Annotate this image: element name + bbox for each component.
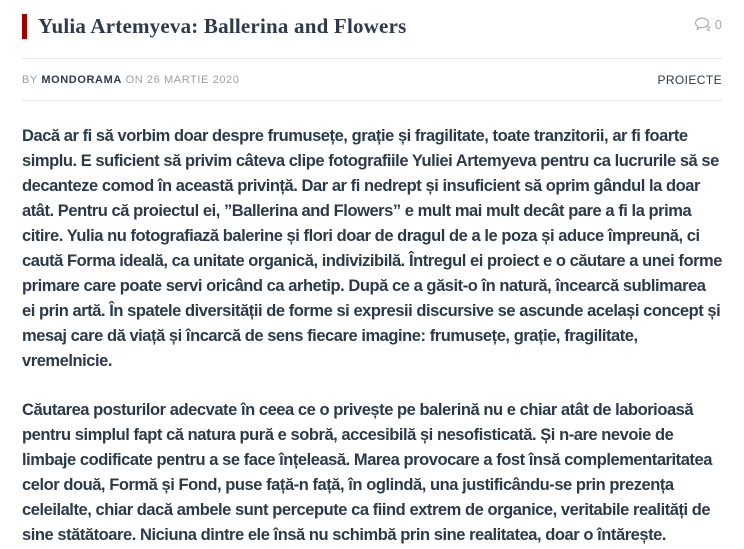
byline bbox=[22, 59, 722, 100]
by-label: BY bbox=[22, 73, 38, 86]
speech-bubble-icon bbox=[694, 17, 711, 32]
comments-link[interactable] bbox=[694, 13, 722, 32]
title-accent-bar bbox=[22, 14, 27, 39]
category-link[interactable]: PROIECTE bbox=[657, 72, 722, 87]
post-date: 26 MARTIE 2020 bbox=[146, 73, 240, 86]
article-body bbox=[22, 101, 722, 548]
byline-author-date bbox=[22, 74, 240, 86]
article-paragraph: Dacă ar fi să vorbim doar despre frumusețe, grație și fragilitate, toate tranzitorii, ar fi foarte simplu. E suficient să privim câteva clipe fotografiile Yuliei Artemyeva pentru ca lucrurile să se decanteze comod în această privință. Dar ar fi nedrept și insuficient să oprim gândul la doar atât. Pentru că proiectul ei, ”Ballerina and Flowers” e mult mai mult decât pare a fi la prima citire. Yulia nu fotografiază balerine și flori doar de dragul de a le poza și aduce împreună, ci caută Forma ideală, ca unitate organică, indivizibilă. Întregul ei proiect e o căutare a unei forme primare care poate servi oricând ca arhetip. După ce a găsit-o în natură, încearcă sublimarea ei prin artă. În spatele diversității de forme si expresii discursive se ascunde același concept și mesaj care dă viață și încarcă de sens fiecare imagine: frumusețe, grație, fragilitate, vremelnicie. bbox=[22, 127, 722, 370]
comments-count: 0 bbox=[714, 17, 722, 32]
post-header bbox=[22, 0, 722, 40]
on-label: ON bbox=[125, 73, 144, 86]
article-paragraph: Căutarea posturilor adecvate în ceea ce o privește pe balerină nu e chiar atât de laborioasă pentru simplul fapt că natura pură e sobră, accesibilă și nesofisticată. Și n-are nevoie de limbaje codificate pentru a se face înțeleasă. Marea provocare a fost însă complementaritatea celor două, Formă și Fond, puse față-n față, în oglindă, una justificându-se prin prezența celeilalte, chiar dacă ambele sunt percepute ca fiind extrem de organice, veritabile realități de sine stătătoare. Niciuna dintre ele însă nu schimbă prin sine realitatea, doar o întărește. bbox=[22, 401, 712, 544]
page-title: Yulia Artemyeva: Ballerina and Flowers bbox=[38, 14, 407, 38]
author-link[interactable]: MONDORAMA bbox=[41, 73, 122, 86]
